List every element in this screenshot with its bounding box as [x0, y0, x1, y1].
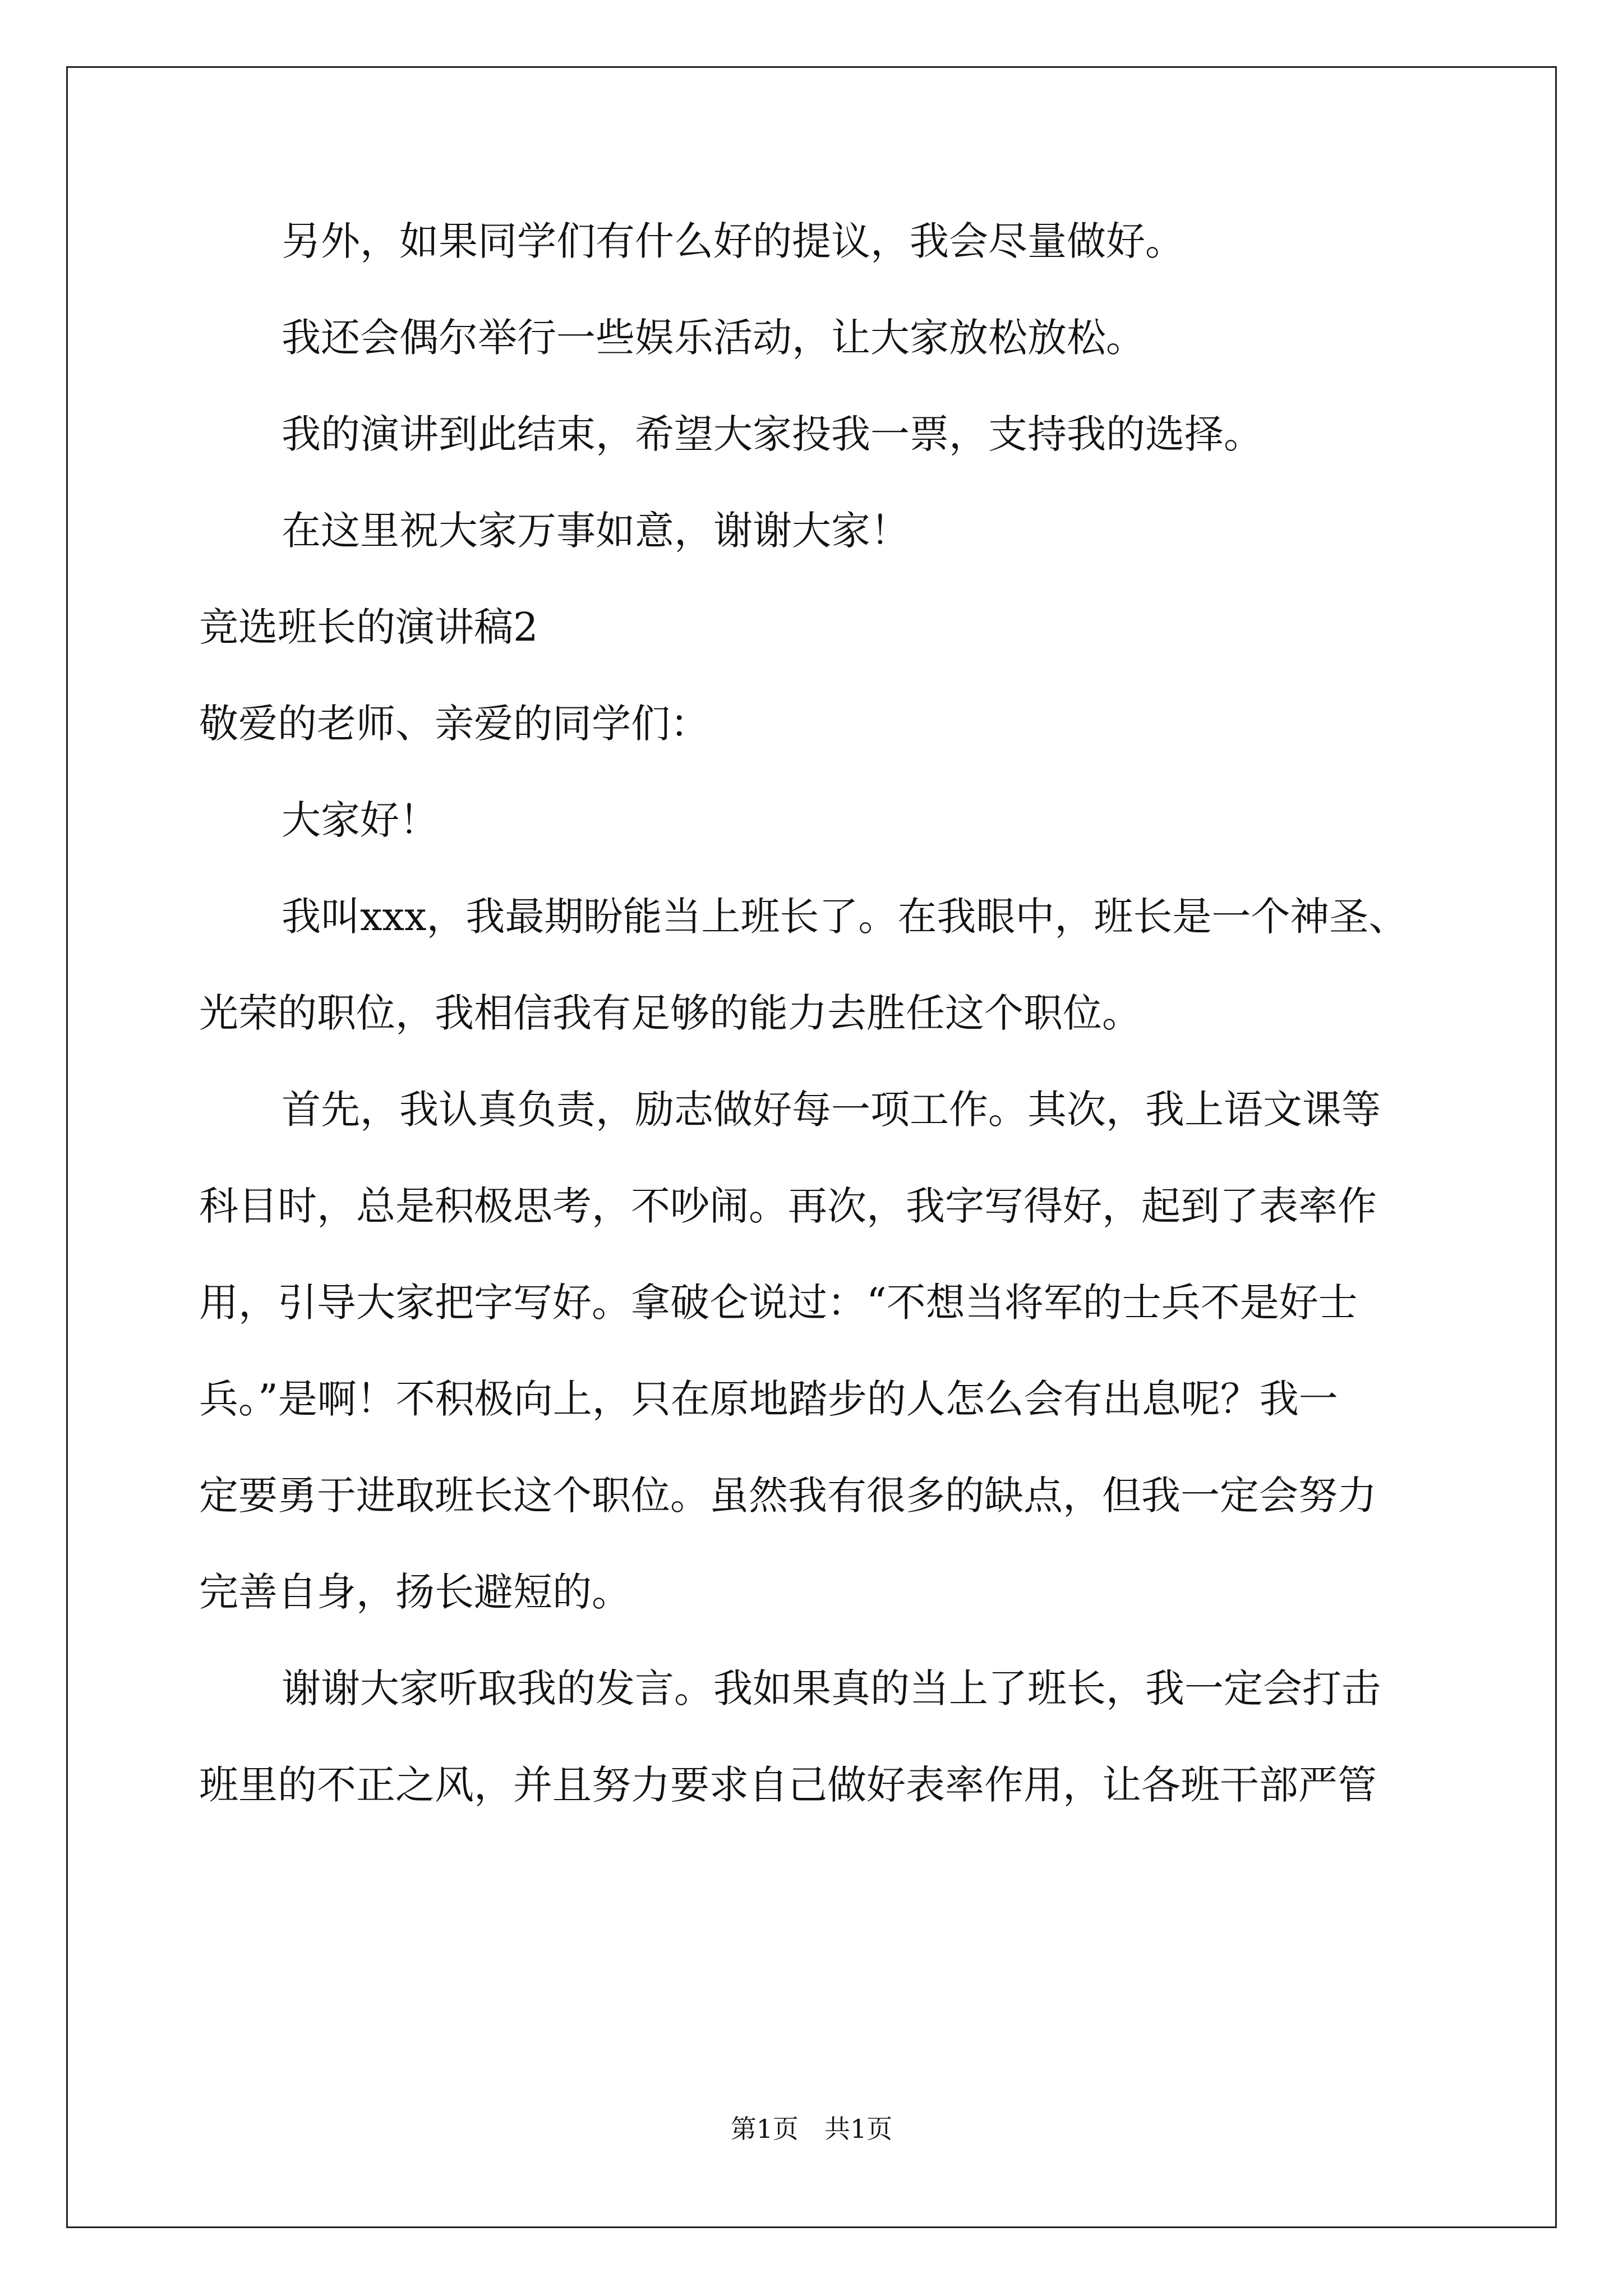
section-title: 竞选班长的演讲稿2: [199, 604, 538, 650]
greeting: 大家好！: [282, 797, 439, 843]
paragraph-line: 首先，我认真负责，励志做好每一项工作。其次，我上语文课等: [282, 1087, 1381, 1133]
page-footer: 第1页 共1页: [730, 2114, 893, 2144]
paragraph-line: 光荣的职位，我相信我有足够的能力去胜任这个职位。: [199, 990, 1141, 1036]
paragraph-line: 另外，如果同学们有什么好的提议，我会尽量做好。: [282, 218, 1184, 264]
paragraph-line: 在这里祝大家万事如意，谢谢大家！: [282, 508, 910, 554]
paragraph-line: 谢谢大家听取我的发言。我如果真的当上了班长，我一定会打击: [282, 1665, 1381, 1711]
paragraph-line: 用，引导大家把字写好。拿破仑说过：“不想当将军的士兵不是好士: [199, 1280, 1358, 1326]
paragraph-line: 定要勇于进取班长这个职位。虽然我有很多的缺点，但我一定会努力: [199, 1473, 1377, 1519]
paragraph-line: 我还会偶尔举行一些娱乐活动，让大家放松放松。: [282, 315, 1145, 361]
paragraph-line: 我的演讲到此结束，希望大家投我一票，支持我的选择。: [282, 411, 1263, 457]
salutation: 敬爱的老师、亲爱的同学们：: [199, 701, 709, 747]
paragraph-line: 我叫xxx，我最期盼能当上班长了。在我眼中，班长是一个神圣、: [282, 894, 1408, 940]
paragraph-line: 班里的不正之风，并且努力要求自己做好表率作用，让各班干部严管: [199, 1762, 1377, 1808]
paragraph-line: 兵。”是啊！不积极向上，只在原地踏步的人怎么会有出息呢？我一: [199, 1376, 1338, 1422]
paragraph-line: 完善自身，扬长避短的。: [199, 1569, 631, 1615]
page-border: [66, 66, 1557, 2228]
paragraph-line: 科目时，总是积极思考，不吵闹。再次，我字写得好，起到了表率作: [199, 1183, 1377, 1229]
